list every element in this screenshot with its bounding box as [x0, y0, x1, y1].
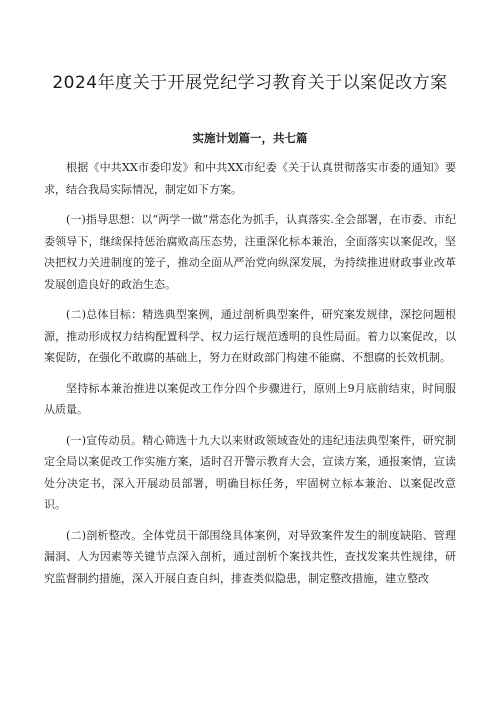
- document-title: 2024年度关于开展党纪学习教育关于以案促改方案: [52, 73, 448, 93]
- paragraph-overall-goal: (二)总体目标：精选典型案例，通过剖析典型案件，研究案发规律，深挖问题根源，推动形成权力结构配置科学、权力运行规范透明的良性局面。着力以案促改，以案促防，在强化不敢腐的基础上，努力在财政部门构建不能腐、不想腐的长效机制。: [44, 308, 456, 364]
- paragraph-intro: 根据《中共XX市委印发》和中共XX市纪委《关于认真贯彻落实市委的通知》要求，结合我局实际情况，制定如下方案。: [44, 161, 456, 196]
- paragraph-guiding-ideology: (一)指导思想：以“两学一做”常态化为抓手，认真落实.全会部署，在市委、市纪委领导下，继续保持惩治腐败高压态势，注重深化标本兼治，全面落实以案促改，坚决把权力关进制度的笼子，推动全面从严治党向纵深发展，为持续推进财政事业改革发展创造良好的政治生态。: [44, 213, 456, 291]
- document-body: [44, 157, 456, 598]
- section-heading: 实施计划篇一，共七篇: [192, 131, 308, 145]
- paragraph-analysis-rectification: (二)剖析整改。全体党员干部围绕具体案例，对导致案件发生的制度缺陷、管理漏洞、人为因素等关键节点深入剖析，通过剖析个案找共性，查找发案共性规律，研究监督制约措施，深入开展自查自纠，排查类似隐患，制定整改措施，建立整改: [44, 528, 456, 585]
- paragraph-steps-overview: 坚持标本兼治推进以案促改工作分四个步骤进行，原则上9月底前结束，时间服从质量。: [44, 381, 456, 416]
- paragraph-publicity-mobilization: (一)宣传动员。精心筛选十九大以来财政领域查处的违纪违法典型案件，研究制定全局以案促改工作实施方案，适时召开警示教育大会，宣读方案，通报案情，宣读处分决定书，深入开展动员部署，明确目标任务，牢固树立标本兼治、以案促改意识。: [44, 433, 456, 511]
